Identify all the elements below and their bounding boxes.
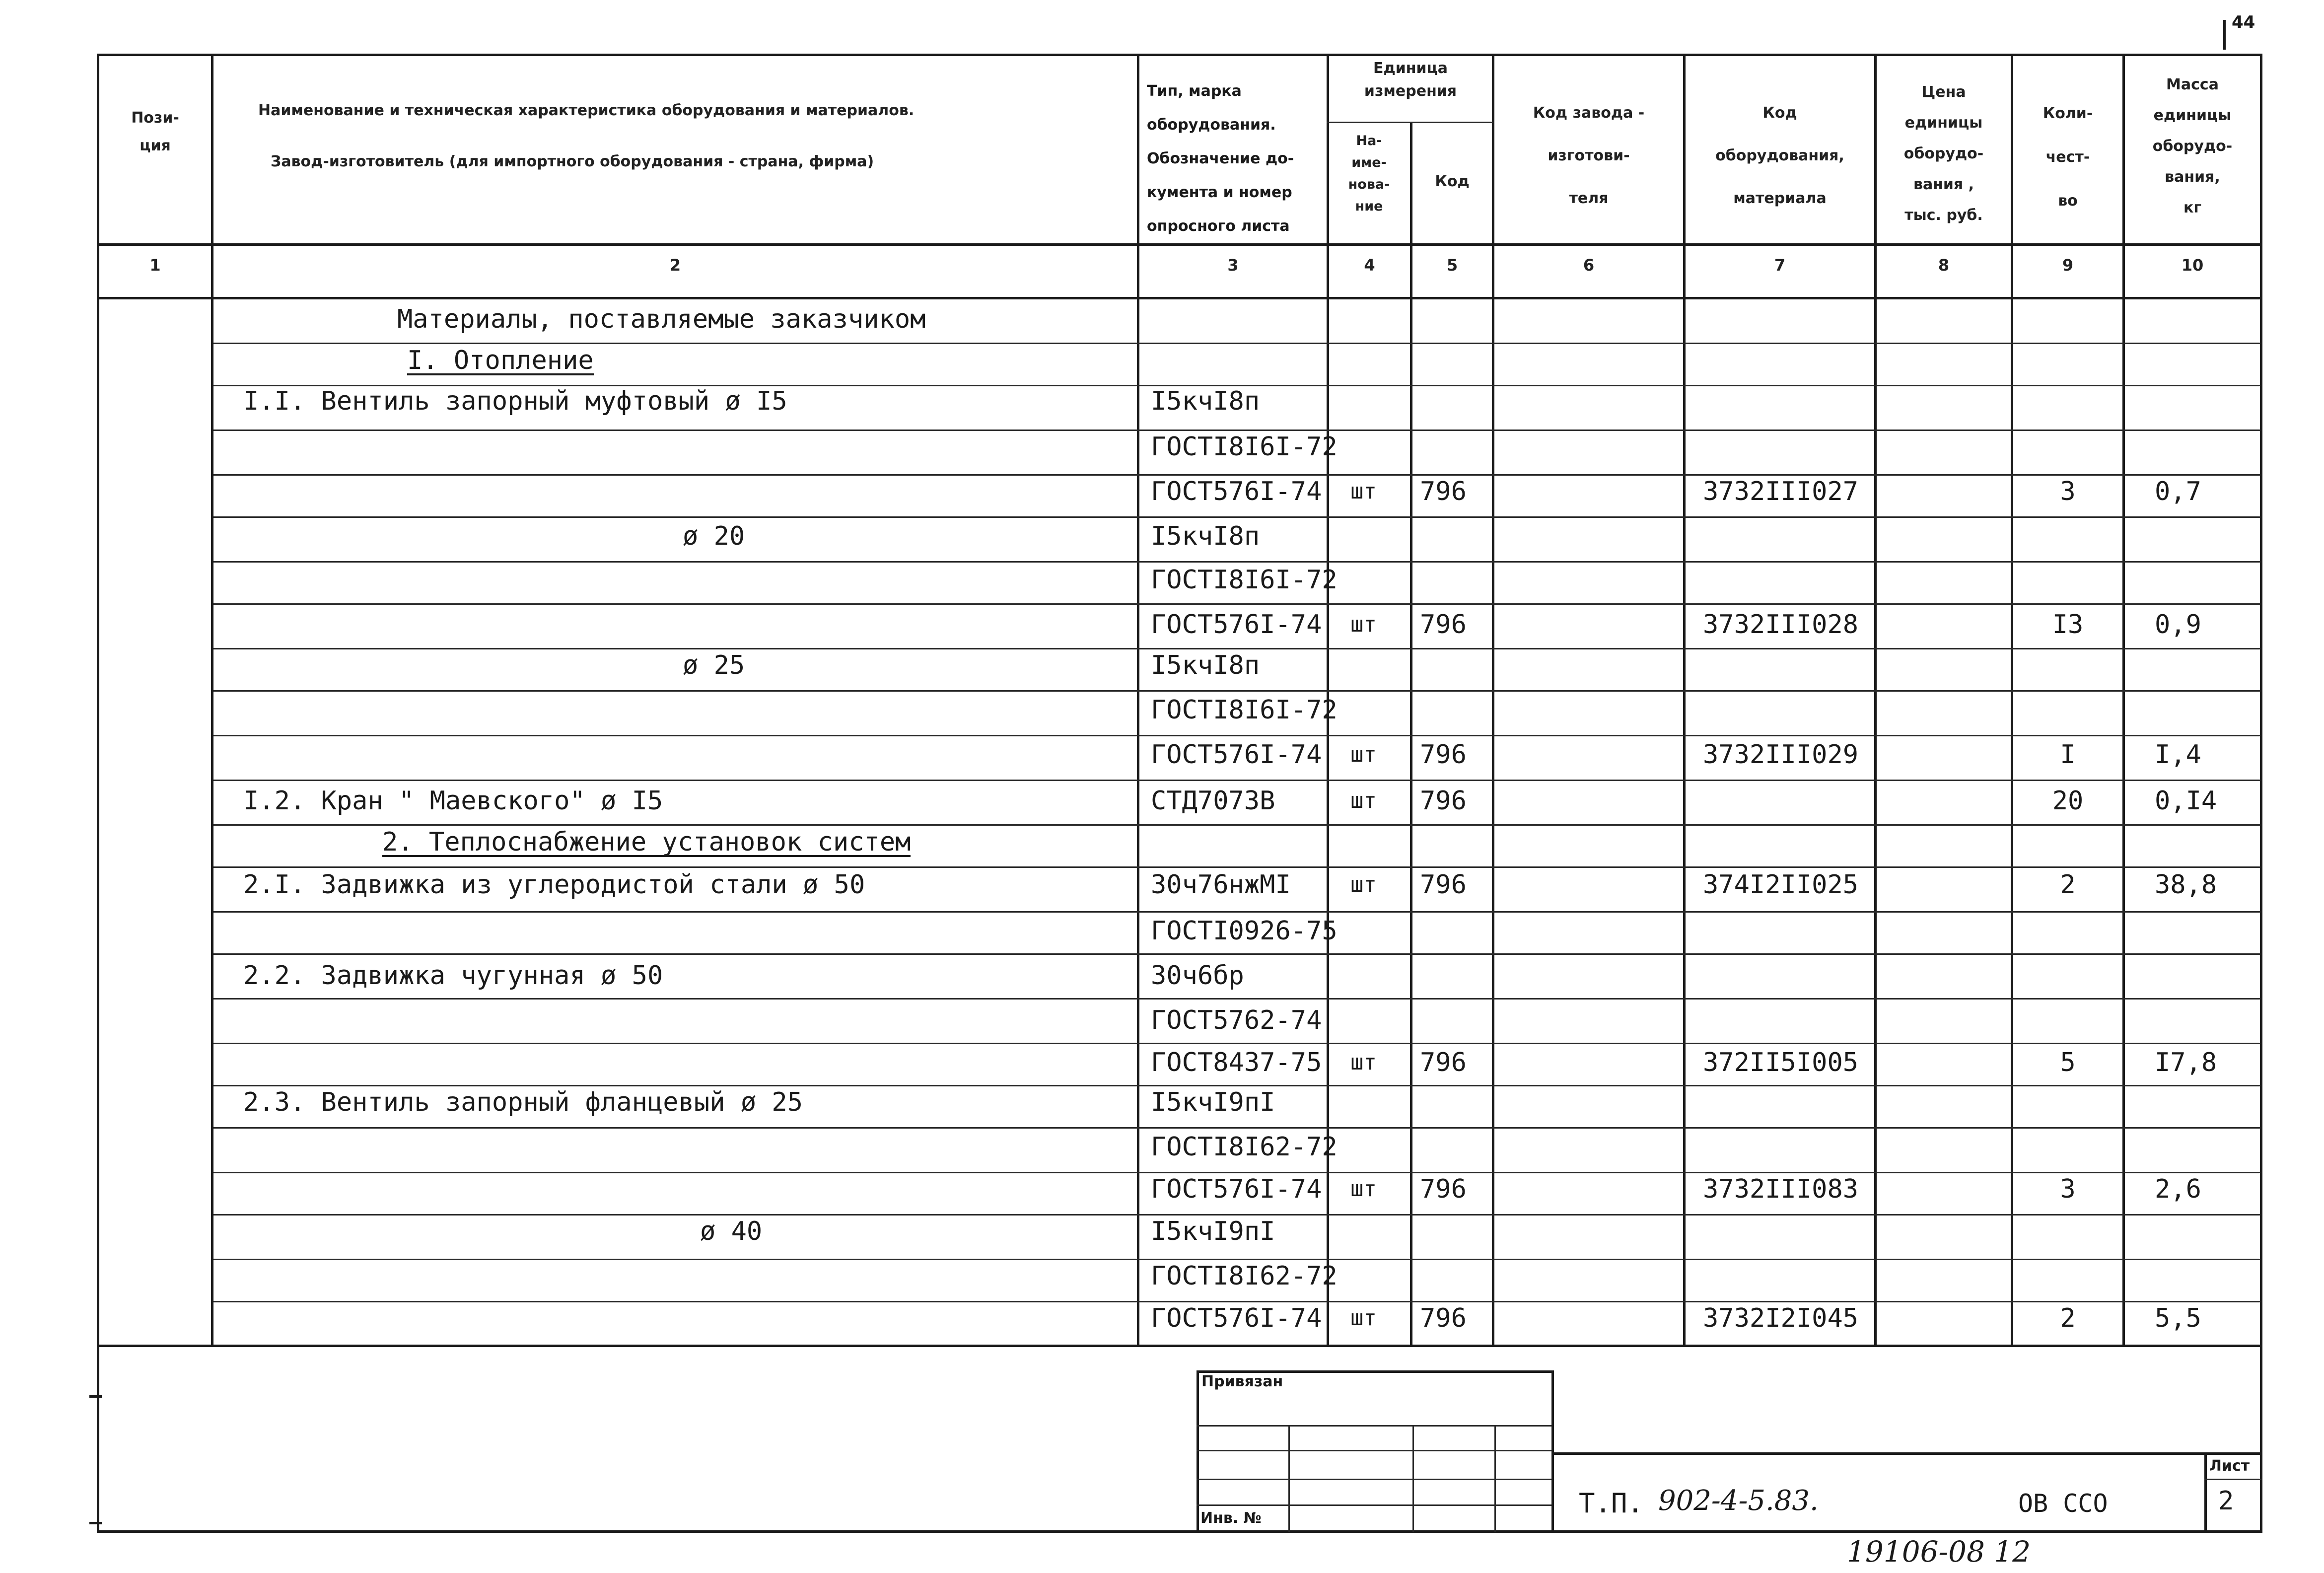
- row-divider: [213, 648, 2260, 649]
- row-divider: [213, 1043, 2260, 1044]
- row-divider: [213, 603, 2260, 605]
- item-name: 2.3. Вентиль запорный фланцевый ø 25: [243, 1087, 803, 1117]
- tb-line: [1197, 1425, 1551, 1427]
- colnum-6: 6: [1583, 256, 1595, 275]
- colnum-10: 10: [2181, 256, 2204, 275]
- item-unit: шт: [1350, 872, 1377, 897]
- row-divider: [213, 516, 2260, 518]
- item-quantity: I3: [2052, 610, 2084, 640]
- item-mass: I,4: [2155, 740, 2201, 770]
- sheet-number: 2: [2218, 1486, 2234, 1516]
- header-type-line: опросного листа: [1147, 217, 1290, 235]
- item-unit: шт: [1350, 788, 1377, 813]
- header-position: Пози- ция: [131, 109, 179, 154]
- col-sep-5: [1492, 54, 1494, 1347]
- item-mass: 2,6: [2155, 1174, 2201, 1204]
- colnum-2: 2: [669, 256, 681, 275]
- col-sep-9: [2122, 54, 2125, 1347]
- page-bottom-border: [97, 1530, 2262, 1533]
- item-quantity: I: [2060, 740, 2076, 770]
- header-unit-group: Единица измерения: [1364, 60, 1457, 100]
- item-unit: шт: [1350, 1305, 1377, 1331]
- tb-doc-top: [1551, 1452, 2261, 1455]
- colnum-bottom-border: [97, 297, 2262, 299]
- item-type: 30ч76нжМI: [1151, 870, 1291, 900]
- col-sep-2: [1137, 54, 1139, 1347]
- page-mark: 44: [2232, 12, 2255, 32]
- tb-col: [1288, 1425, 1290, 1532]
- item-type: СТД7073В: [1151, 786, 1275, 816]
- item-unit-code: 796: [1420, 740, 1467, 770]
- row-divider: [213, 1214, 2260, 1216]
- item-unit: шт: [1350, 742, 1377, 767]
- item-type: I5кчI8п: [1151, 386, 1260, 416]
- footer-code: 19106-08 12: [1847, 1535, 2031, 1569]
- margin-tick: [89, 1395, 102, 1398]
- row-divider: [213, 474, 2260, 476]
- tb-sheet-divider: [2204, 1479, 2261, 1480]
- header-name-line2: Завод-изготовитель (для импортного оборудования - страна, фирма): [271, 153, 874, 170]
- table-top-border: [97, 54, 2262, 56]
- sheet-label: Лист: [2209, 1457, 2250, 1475]
- tb-line: [1197, 1450, 1551, 1451]
- item-type: ГОСТI8I62-72: [1151, 1132, 1338, 1162]
- col-sep-7: [1874, 54, 1877, 1347]
- header-type-line: оборудования.: [1147, 116, 1276, 134]
- row-divider: [213, 953, 2260, 955]
- item-equipment-code: 374I2II025: [1703, 870, 1859, 900]
- item-type: I5кчI9пI: [1151, 1087, 1275, 1117]
- row-divider: [213, 1172, 2260, 1173]
- colnum-5: 5: [1446, 256, 1458, 275]
- item-mass: 0,9: [2155, 610, 2201, 640]
- tb-col: [1494, 1425, 1496, 1532]
- tb-sheet-left: [2204, 1452, 2207, 1532]
- doc-number: 902-4-5.83.: [1658, 1485, 1819, 1517]
- item-unit-code: 796: [1420, 477, 1467, 506]
- doc-prefix: Т.П.: [1579, 1488, 1644, 1519]
- item-type: ГОСТI8I6I-72: [1151, 565, 1338, 595]
- row-divider: [213, 1085, 2260, 1086]
- header-name-line1: Наименование и техническая характеристика оборудования и материалов.: [258, 102, 915, 119]
- col-sep-4: [1410, 122, 1412, 1347]
- item-equipment-code: 3732III029: [1703, 740, 1859, 770]
- item-name: Материалы, поставляемые заказчиком: [397, 304, 926, 334]
- item-unit-code: 796: [1420, 1174, 1467, 1204]
- item-unit: шт: [1350, 1050, 1377, 1075]
- item-quantity: 20: [2052, 786, 2084, 816]
- item-type: ГОСТ576I-74: [1151, 477, 1322, 506]
- item-name: I.2. Кран " Маевского" ø I5: [243, 786, 663, 816]
- item-unit-code: 796: [1420, 786, 1467, 816]
- item-type: ГОСТI8I62-72: [1151, 1261, 1338, 1291]
- item-name: I.I. Вентиль запорный муфтовый ø I5: [243, 386, 787, 416]
- header-type-line: Обозначение до-: [1147, 150, 1294, 167]
- tb-line: [1197, 1504, 1551, 1506]
- frame-right: [2260, 54, 2262, 1533]
- item-name: 2.I. Задвижка из углеродистой стали ø 50: [243, 870, 865, 900]
- item-unit-code: 796: [1420, 1303, 1467, 1333]
- row-divider: [213, 561, 2260, 563]
- colnum-1: 1: [149, 256, 161, 275]
- item-unit-code: 796: [1420, 870, 1467, 900]
- item-mass: I7,8: [2155, 1048, 2217, 1077]
- header-unit-name: На- име- нова- ние: [1348, 133, 1390, 214]
- col-sep-1: [211, 54, 213, 1347]
- tb-right: [1551, 1370, 1554, 1532]
- item-name: I. Отопление: [407, 346, 594, 375]
- item-type: ГОСТI8I6I-72: [1151, 432, 1338, 462]
- item-equipment-code: 3732III028: [1703, 610, 1859, 640]
- linked-label: Привязан: [1201, 1373, 1283, 1390]
- tb-col: [1412, 1425, 1414, 1532]
- margin-tick: [89, 1522, 102, 1524]
- item-unit: шт: [1350, 612, 1377, 637]
- item-equipment-code: 3732III027: [1703, 477, 1859, 506]
- item-type: I5кчI9пI: [1151, 1216, 1275, 1246]
- item-equipment-code: 3732III083: [1703, 1174, 1859, 1204]
- colnum-8: 8: [1938, 256, 1950, 275]
- row-divider: [213, 1301, 2260, 1302]
- col-sep-8: [2011, 54, 2013, 1347]
- item-type: ГОСТ576I-74: [1151, 1174, 1322, 1204]
- item-unit-code: 796: [1420, 1048, 1467, 1077]
- header-type: [1147, 74, 1326, 243]
- inv-label: Инв. №: [1200, 1509, 1262, 1527]
- item-type: ГОСТ5762-74: [1151, 1005, 1322, 1035]
- item-type: ГОСТ8437-75: [1151, 1048, 1322, 1077]
- item-unit-code: 796: [1420, 610, 1467, 640]
- header-price: Цена единицы оборудо- вания , тыс. руб.: [1903, 83, 1984, 224]
- colnum-3: 3: [1227, 256, 1239, 275]
- row-divider: [213, 911, 2260, 913]
- row-divider: [213, 735, 2260, 736]
- item-quantity: 2: [2060, 870, 2076, 900]
- item-equipment-code: 372II5I005: [1703, 1048, 1859, 1077]
- header-bottom-border: [97, 243, 2262, 246]
- item-quantity: 5: [2060, 1048, 2076, 1077]
- colnum-4: 4: [1364, 256, 1375, 275]
- header-type-line: кумента и номер: [1147, 184, 1292, 201]
- row-divider: [213, 780, 2260, 781]
- item-name: ø 25: [683, 650, 745, 680]
- item-unit: шт: [1350, 479, 1377, 504]
- header-type-line: Тип, марка: [1147, 82, 1242, 100]
- item-type: 30ч6бр: [1151, 961, 1244, 991]
- item-quantity: 3: [2060, 477, 2076, 506]
- item-name: 2. Теплоснабжение установок систем: [382, 827, 911, 857]
- row-divider: [213, 866, 2260, 868]
- item-unit: шт: [1350, 1176, 1377, 1202]
- header-quantity: Коли- чест- во: [2042, 105, 2093, 210]
- row-divider: [213, 429, 2260, 431]
- body-bottom-border: [97, 1345, 2262, 1347]
- header-factory-code: Код завода - изготови- теля: [1533, 104, 1645, 207]
- item-name: ø 20: [683, 521, 745, 551]
- header-equipment-code: Код оборудования, материала: [1715, 104, 1844, 207]
- unit-group-divider: [1327, 122, 1493, 123]
- item-quantity: 2: [2060, 1303, 2076, 1333]
- item-type: ГОСТI0926-75: [1151, 916, 1338, 946]
- item-mass: 38,8: [2155, 870, 2217, 900]
- item-type: I5кчI8п: [1151, 650, 1260, 680]
- item-mass: 5,5: [2155, 1303, 2201, 1333]
- item-type: ГОСТI8I6I-72: [1151, 695, 1338, 725]
- item-equipment-code: 3732I2I045: [1703, 1303, 1859, 1333]
- row-divider: [213, 1259, 2260, 1260]
- colnum-7: 7: [1774, 256, 1786, 275]
- item-mass: 0,I4: [2155, 786, 2217, 816]
- row-divider: [213, 690, 2260, 692]
- item-type: ГОСТ576I-74: [1151, 740, 1322, 770]
- header-unit-code: Код: [1435, 173, 1470, 190]
- doc-section: ОВ ССО: [2018, 1489, 2108, 1518]
- item-type: ГОСТ576I-74: [1151, 1303, 1322, 1333]
- col-sep-6: [1683, 54, 1686, 1347]
- header-mass: Масса единицы оборудо- вания, кг: [2152, 76, 2233, 216]
- tb-line: [1197, 1479, 1551, 1480]
- row-divider: [213, 343, 2260, 344]
- item-name: ø 40: [700, 1216, 763, 1246]
- item-type: ГОСТ576I-74: [1151, 610, 1322, 640]
- item-quantity: 3: [2060, 1174, 2076, 1204]
- row-divider: [213, 998, 2260, 1000]
- item-mass: 0,7: [2155, 477, 2201, 506]
- row-divider: [213, 824, 2260, 826]
- item-type: I5кчI8п: [1151, 521, 1260, 551]
- colnum-9: 9: [2062, 256, 2074, 275]
- item-name: 2.2. Задвижка чугунная ø 50: [243, 961, 663, 991]
- row-divider: [213, 1127, 2260, 1129]
- corner-tick: [2223, 20, 2226, 50]
